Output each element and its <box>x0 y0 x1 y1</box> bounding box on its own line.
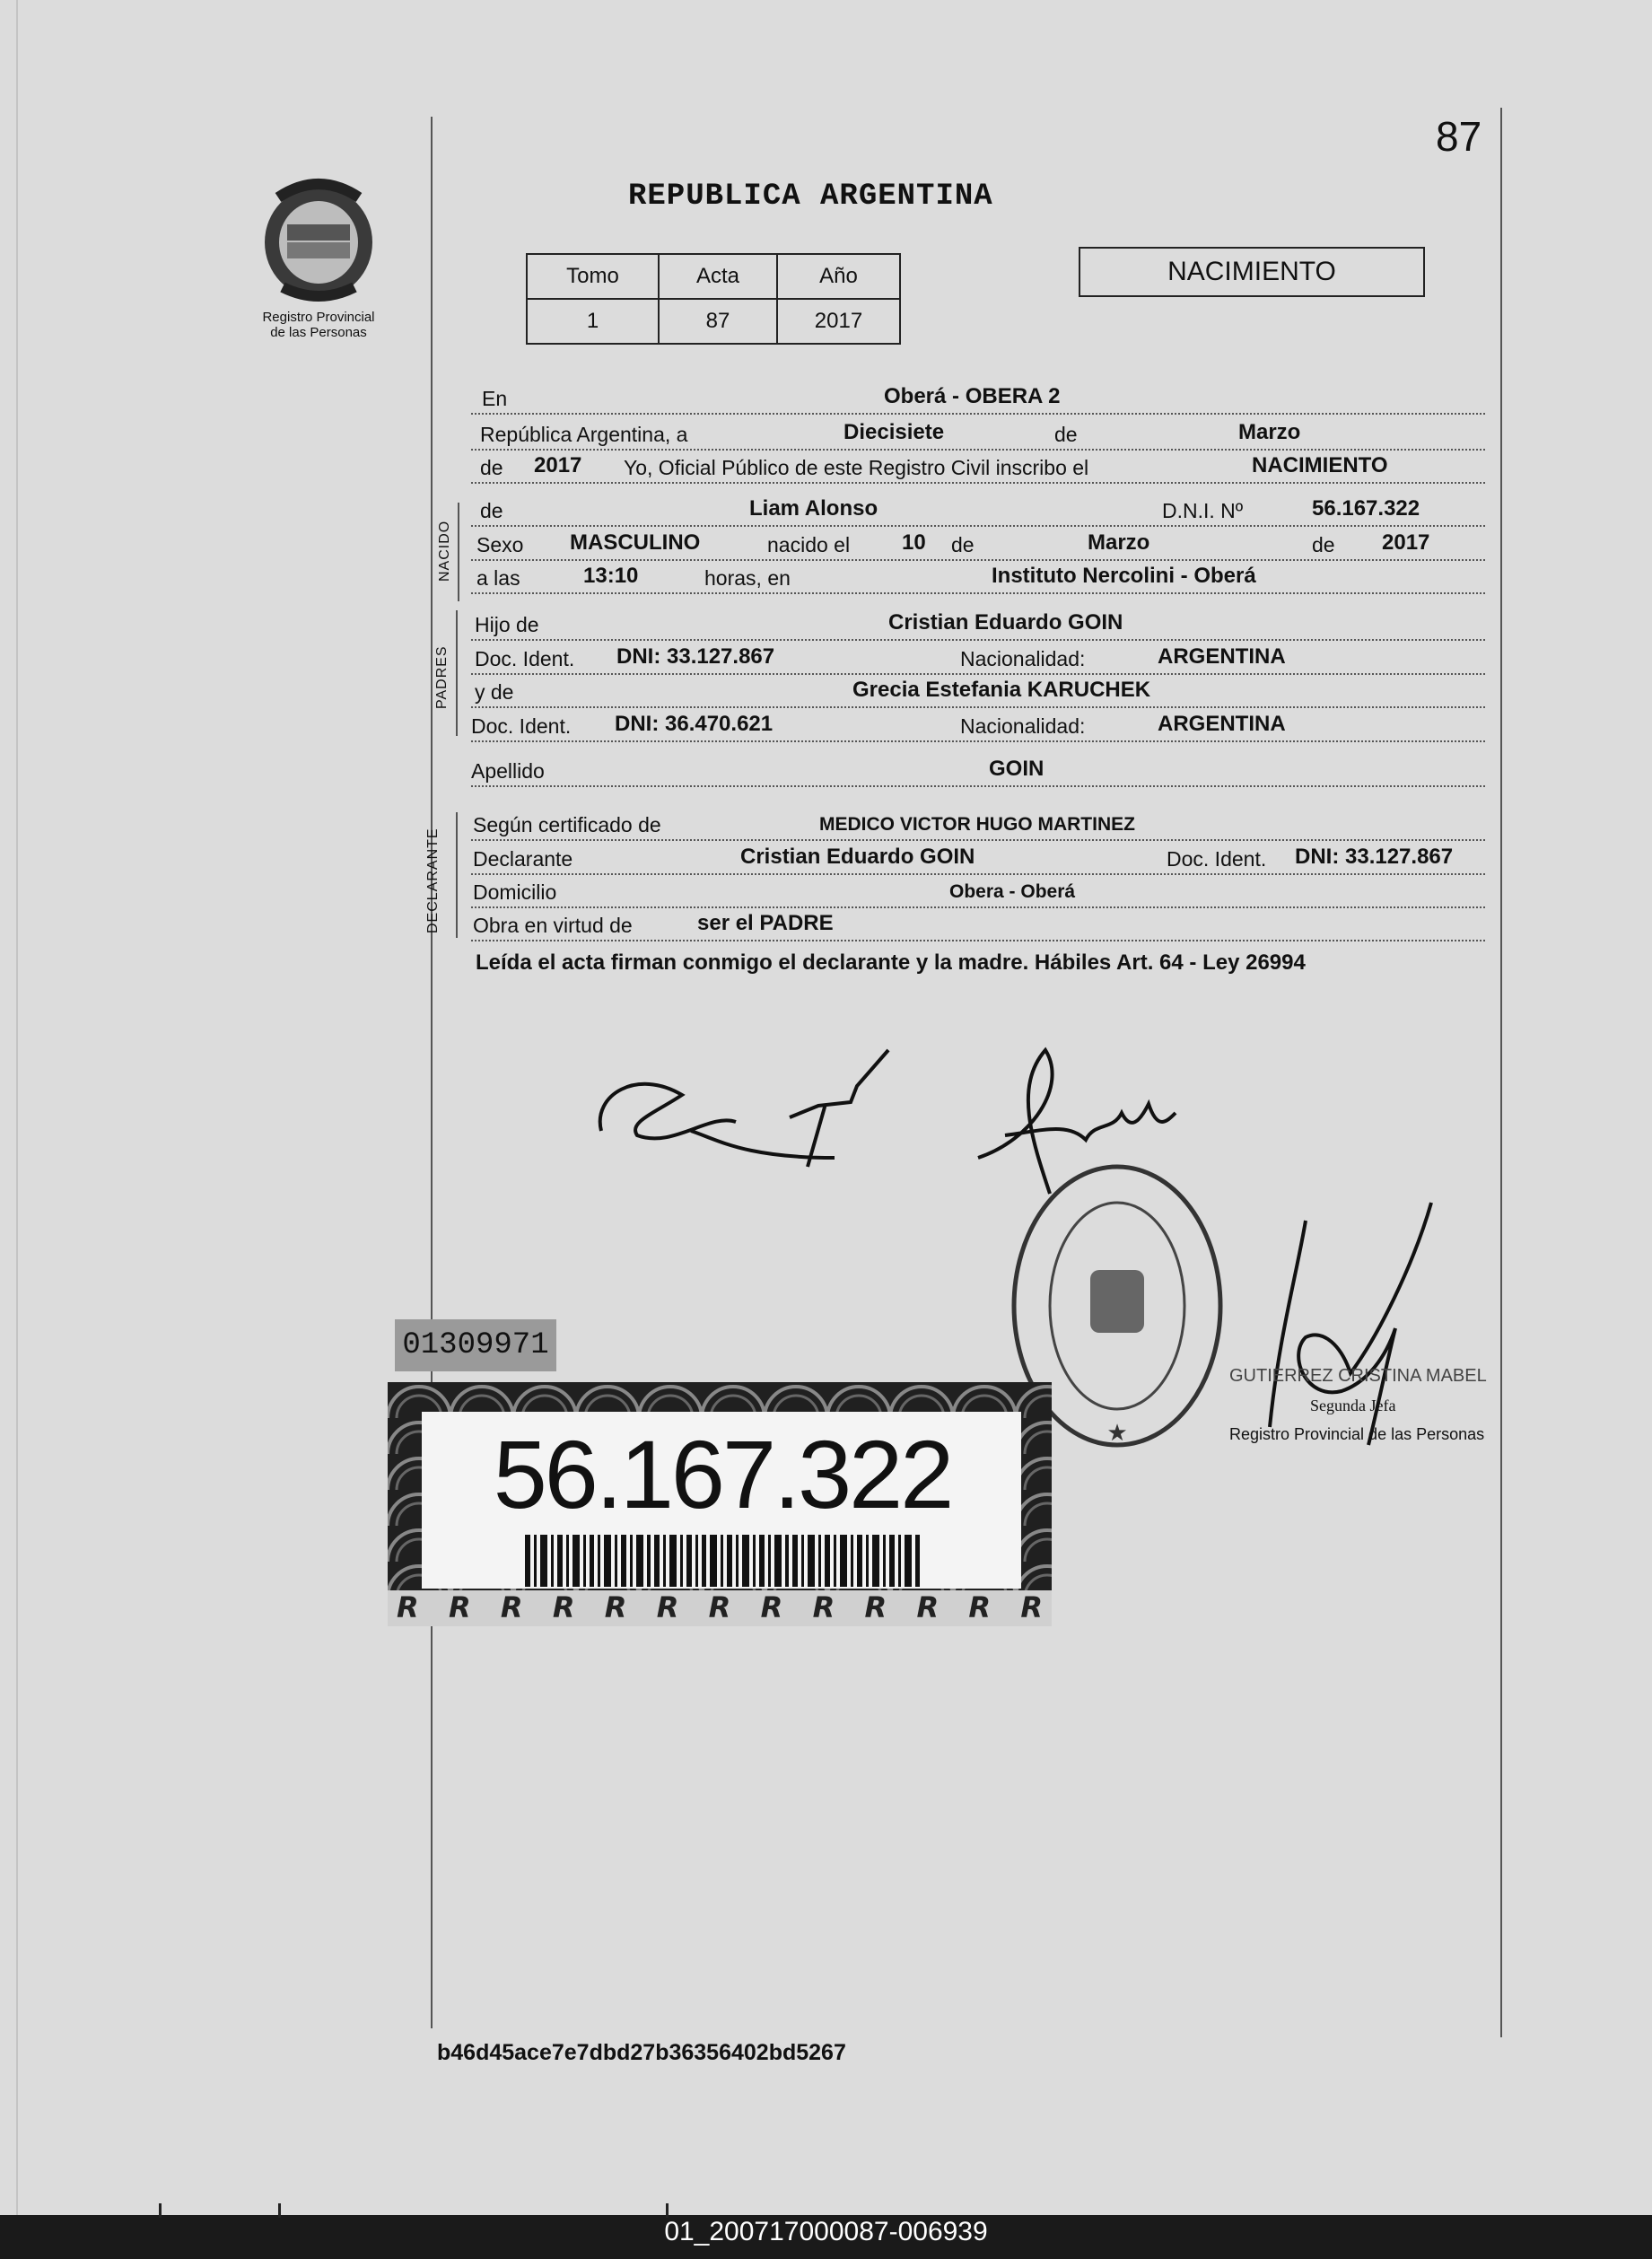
capacity-value: ser el PADRE <box>697 911 834 935</box>
en-label: En <box>482 387 508 410</box>
row-mother-doc <box>471 705 1485 742</box>
act-type-box: NACIMIENTO <box>1079 247 1425 297</box>
edge-tick <box>666 2203 669 2218</box>
child-name-value: Liam Alonso <box>749 496 878 521</box>
dni-label: D.N.I. Nº <box>1162 499 1244 522</box>
declarant-signature <box>583 1032 942 1176</box>
closing-text: Leída el acta firman conmigo el declarante y la madre. Hábiles Art. 64 - Ley 26994 <box>476 950 1306 975</box>
document-title: REPUBLICA ARGENTINA <box>628 179 993 214</box>
row-domicilio <box>471 871 1485 908</box>
row-y-de <box>471 670 1485 708</box>
official-office: Registro Provincial de las Personas <box>1229 1425 1485 1443</box>
row-obra <box>471 904 1485 941</box>
month-value: Marzo <box>1238 420 1301 444</box>
nacido-de-label: de <box>480 499 503 522</box>
sticker-dni-number: 56.167.322 <box>493 1420 952 1528</box>
nacido-el-label: nacido el <box>767 533 851 556</box>
ano-value: 2017 <box>777 299 900 344</box>
obra-label: Obra en virtud de <box>473 914 633 937</box>
register-table <box>526 253 901 345</box>
row-a-las <box>471 556 1485 594</box>
edge-tick <box>159 2203 162 2218</box>
logo-caption-line2: de las Personas <box>270 325 367 340</box>
day-words-value: Diecisiete <box>843 420 945 444</box>
declarante-bracket <box>456 812 458 938</box>
row-hijo <box>471 603 1485 641</box>
svg-text:★: ★ <box>1106 1420 1128 1447</box>
year-value: 2017 <box>534 453 582 477</box>
certificate-by-value: MEDICO VICTOR HUGO MARTINEZ <box>819 814 1135 835</box>
horas-en-label: horas, en <box>704 566 791 590</box>
birth-year-value: 2017 <box>1382 530 1430 555</box>
birth-de-label: de <box>951 533 975 556</box>
a-las-label: a las <box>476 566 520 590</box>
declarante-section-label: DECLARANTE <box>425 827 441 933</box>
sexo-label: Sexo <box>476 533 524 556</box>
child-dni-value: 56.167.322 <box>1312 496 1420 521</box>
tomo-header: Tomo <box>527 254 659 299</box>
row-certificado <box>471 803 1485 841</box>
acta-value: 87 <box>659 299 777 344</box>
acta-header: Acta <box>659 254 777 299</box>
sex-value: MASCULINO <box>570 530 701 555</box>
logo-caption <box>229 310 408 340</box>
inscription-type-value: NACIMIENTO <box>1252 453 1388 477</box>
padres-bracket <box>456 610 458 736</box>
yo-label: Yo, Oficial Público de este Registro Civil inscribo el <box>624 456 1089 479</box>
birth-de2-label: de <box>1312 533 1335 556</box>
certificado-label: Según certificado de <box>473 813 661 836</box>
hijo-label: Hijo de <box>475 613 539 636</box>
province-logo <box>260 171 377 305</box>
logo-caption-line1: Registro Provincial <box>262 310 375 325</box>
domicilio-label: Domicilio <box>473 880 557 904</box>
mother-doc-value: DNI: 36.470.621 <box>615 712 774 736</box>
official-name: GUTIERREZ CRISTINA MABEL <box>1229 1366 1487 1386</box>
frame-left-line <box>431 117 433 2028</box>
father-nac-label: Nacionalidad: <box>960 647 1086 670</box>
de-label: de <box>1054 423 1078 446</box>
serial-number-label: 01309971 <box>395 1319 556 1371</box>
father-doc-value: DNI: 33.127.867 <box>616 644 775 669</box>
tomo-value: 1 <box>527 299 659 344</box>
father-doc-label: Doc. Ident. <box>475 647 575 670</box>
nacido-bracket <box>458 503 459 601</box>
mother-doc-label: Doc. Ident. <box>471 714 572 738</box>
edge-tick <box>278 2203 281 2218</box>
apellido-label: Apellido <box>471 759 545 783</box>
address-value: Obera - Oberá <box>949 881 1076 902</box>
y-de-label: y de <box>475 680 514 704</box>
declarante-label: Declarante <box>473 847 573 871</box>
row-nacido-name <box>471 489 1485 527</box>
father-nationality-value: ARGENTINA <box>1158 644 1286 669</box>
barcode <box>525 1535 920 1587</box>
row-en <box>471 377 1485 415</box>
republica-label: República Argentina, a <box>480 423 688 446</box>
birth-day-value: 10 <box>902 530 926 555</box>
mother-nationality-value: ARGENTINA <box>1158 712 1286 736</box>
document-hash: b46d45ace7e7dbd27b36356402bd5267 <box>437 2040 846 2065</box>
row-father-doc <box>471 637 1485 675</box>
father-value: Cristian Eduardo GOIN <box>888 610 1123 635</box>
page-number: 87 <box>1436 113 1482 160</box>
padres-section-label: PADRES <box>434 645 450 709</box>
frame-right-line <box>1500 108 1502 2037</box>
nacido-section-label: NACIDO <box>437 520 452 582</box>
declarant-doc-label: Doc. Ident. <box>1167 847 1267 871</box>
row-republica <box>471 413 1485 451</box>
time-value: 13:10 <box>583 564 639 588</box>
footer-filename: 01_200717000087-006939 <box>664 2217 988 2246</box>
svg-text:R R R R R R R R R R R R R: R R R R R R R R R R R R R <box>397 1590 1043 1624</box>
official-signature <box>1252 1194 1458 1463</box>
ano-header: Año <box>777 254 900 299</box>
row-declarante <box>471 837 1485 875</box>
declarant-value: Cristian Eduardo GOIN <box>740 845 975 869</box>
declarant-doc-value: DNI: 33.127.867 <box>1295 845 1454 869</box>
mother-value: Grecia Estefania KARUCHEK <box>852 678 1151 702</box>
row-de-year <box>471 446 1485 484</box>
mother-nac-label: Nacionalidad: <box>960 714 1086 738</box>
official-title: Segunda Jefa <box>1310 1397 1396 1414</box>
birth-place-value: Instituto Nercolini - Oberá <box>992 564 1256 588</box>
de2-label: de <box>480 456 503 479</box>
row-sexo <box>471 523 1485 561</box>
surname-value: GOIN <box>989 757 1045 781</box>
frame-top-line <box>431 117 432 118</box>
place-value: Oberá - OBERA 2 <box>884 384 1061 408</box>
row-apellido <box>471 749 1485 787</box>
birth-month-value: Marzo <box>1088 530 1150 555</box>
